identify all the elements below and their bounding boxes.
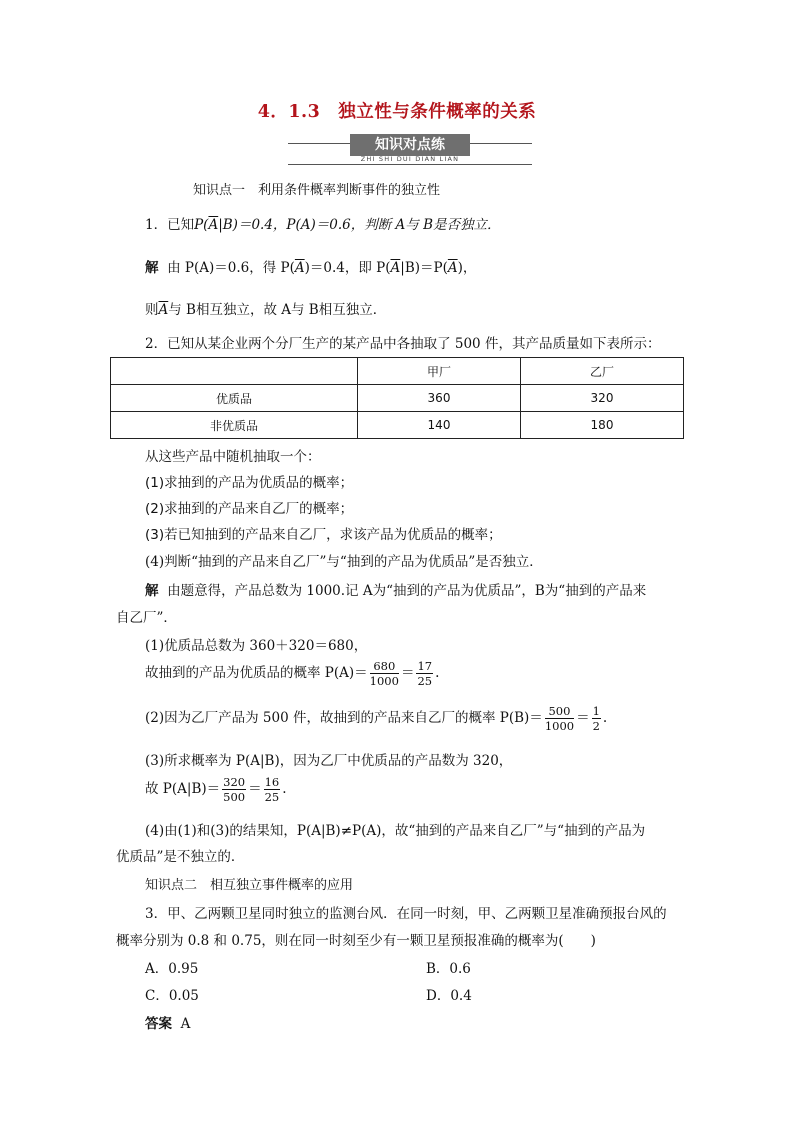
answer-3-line-2 (145, 775, 287, 804)
numerator: 17 (417, 659, 433, 673)
solution-label: 解 (145, 583, 159, 599)
s2-text: 由题意得，产品总数为 1000.记 A为“抽到的产品为优质品”，B为“抽到的产品来 (167, 583, 647, 599)
a3-pre: 故 P(A|B)＝ (145, 781, 221, 797)
q1-p: P( (194, 217, 209, 233)
numerator: 500 (545, 704, 574, 719)
fraction (222, 775, 246, 804)
table-cell: 360 (358, 385, 521, 412)
a1-pre: 故抽到的产品为优质品的概率 P(A)＝ (145, 665, 368, 681)
fraction (545, 704, 574, 733)
denominator: 1000 (369, 674, 399, 688)
knowledge-point-2-heading: 知识点二 相互独立事件概率的应用 (145, 878, 354, 893)
banner-subtitle: ZHI SHI DUI DIAN LIAN (360, 155, 460, 163)
table-header-row (111, 358, 684, 385)
q1-rest: |B)＝0.4，P(A)＝0.6，判断 A与 B是否独立． (218, 217, 501, 233)
problem-1-conclusion (145, 298, 386, 318)
c1-c: 与 B相互独立，故 A与 B相互独立． (168, 302, 387, 318)
answer-3-line-1: (3)所求概率为 P(A|B)，因为乙厂中优质品的产品数为 320， (145, 753, 513, 769)
table-header-cell (111, 358, 358, 385)
equals: ＝ (248, 781, 262, 797)
table-cell: 非优质品 (111, 412, 358, 439)
answer-label: 答案 (145, 1016, 172, 1032)
banner-rule-lower (288, 164, 532, 165)
equals: ＝ (400, 665, 415, 681)
table-header-cell: 甲厂 (358, 358, 521, 385)
table-cell: 180 (521, 412, 684, 439)
problem-2-solution-line-2: 自乙厂”． (116, 610, 177, 626)
denominator: 2 (592, 719, 600, 733)
s1-a-bar-1: $\overline{A}$ (294, 260, 305, 276)
denominator: 25 (417, 674, 433, 688)
denominator: 25 (264, 790, 280, 804)
a2-pre: (2)因为乙厂产品为 500 件，故抽到的产品来自乙厂的概率 P(B)＝ (145, 710, 543, 726)
numerator: 1 (592, 704, 600, 718)
answer-line (145, 1012, 190, 1032)
answer-value: A (180, 1016, 191, 1032)
option-d: D．0.4 (426, 988, 472, 1004)
problem-2-intro: 从这些产品中随机抽取一个： (145, 449, 321, 465)
c1-a-bar: $\overline{A}$ (158, 302, 169, 318)
fraction (416, 659, 433, 688)
banner-title: 知识对点练 (350, 134, 470, 156)
s1-c: )＝0.4，即 P( (304, 260, 391, 276)
table-row (111, 412, 684, 439)
problem-1-question (145, 213, 501, 233)
numerator: 320 (223, 775, 246, 789)
table-cell: 优质品 (111, 385, 358, 412)
denominator: 1000 (544, 719, 575, 733)
denominator: 500 (223, 790, 246, 804)
option-a: A．0.95 (145, 961, 199, 977)
problem-2-sub-4: (4)判断“抽到的产品来自乙厂”与“抽到的产品为优质品”是否独立． (145, 554, 543, 570)
quality-table (110, 357, 684, 439)
table-header-cell: 乙厂 (521, 358, 684, 385)
table-cell: 320 (521, 385, 684, 412)
problem-2-sub-3: (3)若已知抽到的产品来自乙厂，求该产品为优质品的概率； (145, 527, 502, 543)
fraction (592, 704, 601, 733)
answer-4-line-2: 优质品”是不独立的． (116, 849, 245, 865)
problem-2-sub-1: (1)求抽到的产品为优质品的概率； (145, 475, 354, 491)
problem-2-sub-2: (2)求抽到的产品来自乙厂的概率； (145, 501, 354, 517)
c1-a: 则 (145, 302, 159, 318)
equals: ＝ (576, 710, 590, 726)
s1-a-bar-2: $\overline{A}$ (390, 260, 401, 276)
section-banner (288, 134, 532, 168)
problem-2-solution-line-1 (145, 579, 646, 599)
option-c: C．0.05 (145, 988, 199, 1004)
period: . (435, 665, 440, 681)
s1-g: )， (457, 260, 477, 276)
q1-num: 1．已知 (145, 217, 195, 233)
problem-3-line-2: 概率分别为 0.8 和 0.75，则在同一时刻至少有一颗卫星预报准确的概率为( ) (116, 933, 596, 949)
page-title: 4．1.3 独立性与条件概率的关系 (257, 102, 537, 122)
q1-a-bar: $\overline{A}$ (208, 217, 219, 233)
solution-label: 解 (145, 260, 159, 276)
problem-3-line-1: 3．甲、乙两颗卫星同时独立的监测台风．在同一时刻，甲、乙两颗卫星准确预报台风的 (145, 906, 667, 922)
answer-2-line (145, 704, 607, 733)
option-b: B．0.6 (426, 961, 471, 977)
answer-1-line-2 (145, 659, 439, 688)
fraction (264, 775, 281, 804)
knowledge-point-1-heading: 知识点一 利用条件概率判断事件的独立性 (193, 183, 441, 198)
numerator: 680 (370, 659, 399, 674)
table-cell: 140 (358, 412, 521, 439)
table-row (111, 385, 684, 412)
s1-a-bar-3: $\overline{A}$ (447, 260, 458, 276)
problem-2-question: 2．已知从某企业两个分厂生产的某产品中各抽取了 500 件，其产品质量如下表所示： (145, 336, 661, 352)
fraction (370, 659, 399, 688)
answer-4-line-1: (4)由(1)和(3)的结果知，P(A|B)≠P(A)，故“抽到的产品来自乙厂”与“抽到的产品为 (145, 823, 646, 839)
period: . (602, 710, 608, 726)
s1-a: 由 P(A)＝0.6，得 P( (167, 260, 295, 276)
s1-e: |B)＝P( (400, 260, 448, 276)
answer-1-line-1: (1)优质品总数为 360＋320＝680， (145, 638, 368, 654)
period: . (282, 781, 287, 797)
problem-1-solution (145, 256, 476, 276)
numerator: 16 (264, 775, 280, 789)
